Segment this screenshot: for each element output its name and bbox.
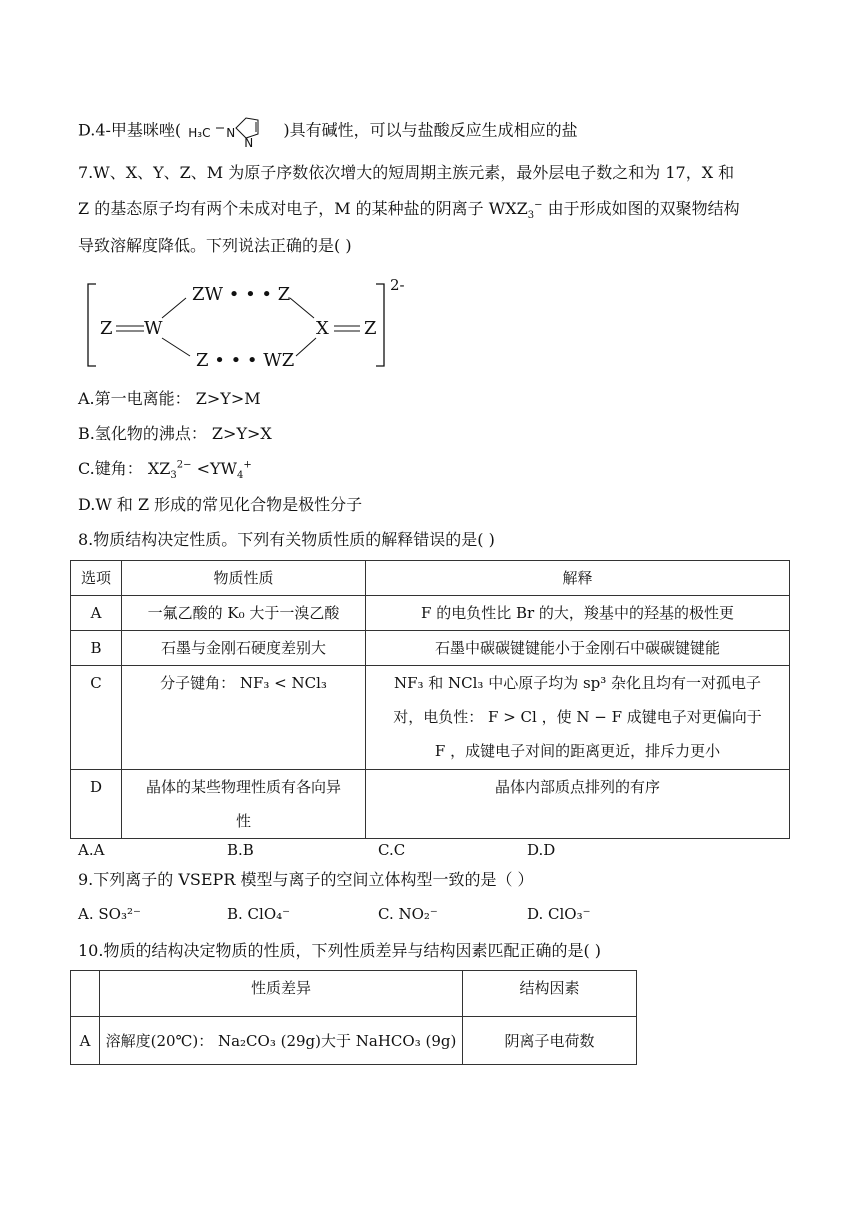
q8-stem: 8.物质结构决定性质。下列有关物质性质的解释错误的是( ): [78, 530, 495, 549]
q9-choice-d: D. ClO₃⁻: [527, 905, 591, 923]
q8-choice-a: A.A: [78, 841, 105, 859]
table-row: A 溶解度(20℃)： Na₂CO₃ (29g)大于 NaHCO₃ (9g) 阴离子电荷数: [71, 1017, 637, 1065]
table-row: C 分子键角： NF₃ < NCl₃ NF₃ 和 NCl₃ 中心原子均为 sp³ 杂化且均有一对孤电子 对，电负性： F > Cl ，使 N − F 成键电子对更偏向于 F ，成键电子对间的距离更近，排斥力更小: [71, 666, 790, 770]
q8-choice-b: B.B: [227, 841, 254, 859]
header-property: 物质性质: [122, 561, 366, 596]
q10-stem: 10.物质的结构决定物质的性质，下列性质差异与结构因素匹配正确的是( ): [78, 941, 602, 960]
q9-choice-c: C. NO₂⁻: [378, 905, 438, 923]
header-option: 选项: [71, 561, 122, 596]
table-row: D 晶体的某些物理性质有各向异 性 晶体内部质点排列的有序: [71, 770, 790, 839]
table-header-row: [71, 561, 790, 596]
table-header-row: 性质差异 结构因素: [71, 971, 637, 1017]
diagram-top-chain: ZW • • • Z: [192, 284, 291, 305]
dimer-structure-diagram: [86, 276, 416, 372]
q9-stem: 9.下列离子的 VSEPR 模型与离子的空间立体构型一致的是（ ）: [78, 870, 534, 889]
q6-option-d-prefix: D.4-甲基咪唑(: [78, 120, 182, 140]
q8-choice-d: D.D: [527, 841, 556, 859]
imidazole-structure: [186, 116, 278, 150]
q7-stem-line-3: 导致溶解度降低。下列说法正确的是( ): [78, 236, 352, 255]
ring-nitrogen-1: N: [226, 126, 236, 140]
methyl-group-label: H₃C: [188, 126, 211, 140]
header-explanation: 解释: [366, 561, 790, 596]
ring-nitrogen-2: N: [244, 136, 254, 150]
q10-table: [70, 970, 637, 1065]
q7-stem-line-2: Z 的基态原子均有两个未成对电子，M 的某种盐的阴离子 $WXZ_3^-$ 由于形成如图的双聚物结构: [78, 199, 740, 222]
q8-choice-c: C.C: [378, 841, 406, 859]
diagram-x: X: [316, 318, 329, 339]
q7-option-b: B.氢化物的沸点： Z>Y>X: [78, 424, 272, 443]
table-row: B 石墨与金刚石硬度差别大 石墨中碳碳键键能小于金刚石中碳碳键键能: [71, 631, 790, 666]
q9-choice-a: A. SO₃²⁻: [78, 905, 141, 923]
q9-choice-b: B. ClO₄⁻: [227, 905, 291, 923]
q7-option-c: C.键角： $XZ_3^{2-} <YW_4^+$: [78, 459, 252, 482]
diagram-left-z: Z: [100, 318, 113, 339]
diagram-charge: 2-: [390, 276, 405, 294]
q8-table: [70, 560, 790, 839]
q7-option-d: D.W 和 Z 形成的常见化合物是极性分子: [78, 495, 363, 514]
q6-option-d-suffix: )具有碱性，可以与盐酸反应生成相应的盐: [283, 120, 578, 140]
diagram-bottom-chain: Z • • • WZ: [196, 350, 295, 371]
q7-option-a: A.第一电离能： Z>Y>M: [78, 389, 261, 408]
diagram-right-z: Z: [364, 318, 377, 339]
q6-option-d: [78, 116, 578, 150]
q7-stem-line-1: 7.W、X、Y、Z、M 为原子序数依次增大的短周期主族元素，最外层电子数之和为 17，X 和: [78, 163, 735, 182]
table-row: A 一氟乙酸的 K₀ 大于一溴乙酸 F 的电负性比 Br 的大，羧基中的羟基的极性更: [71, 596, 790, 631]
diagram-w: W: [144, 318, 163, 339]
